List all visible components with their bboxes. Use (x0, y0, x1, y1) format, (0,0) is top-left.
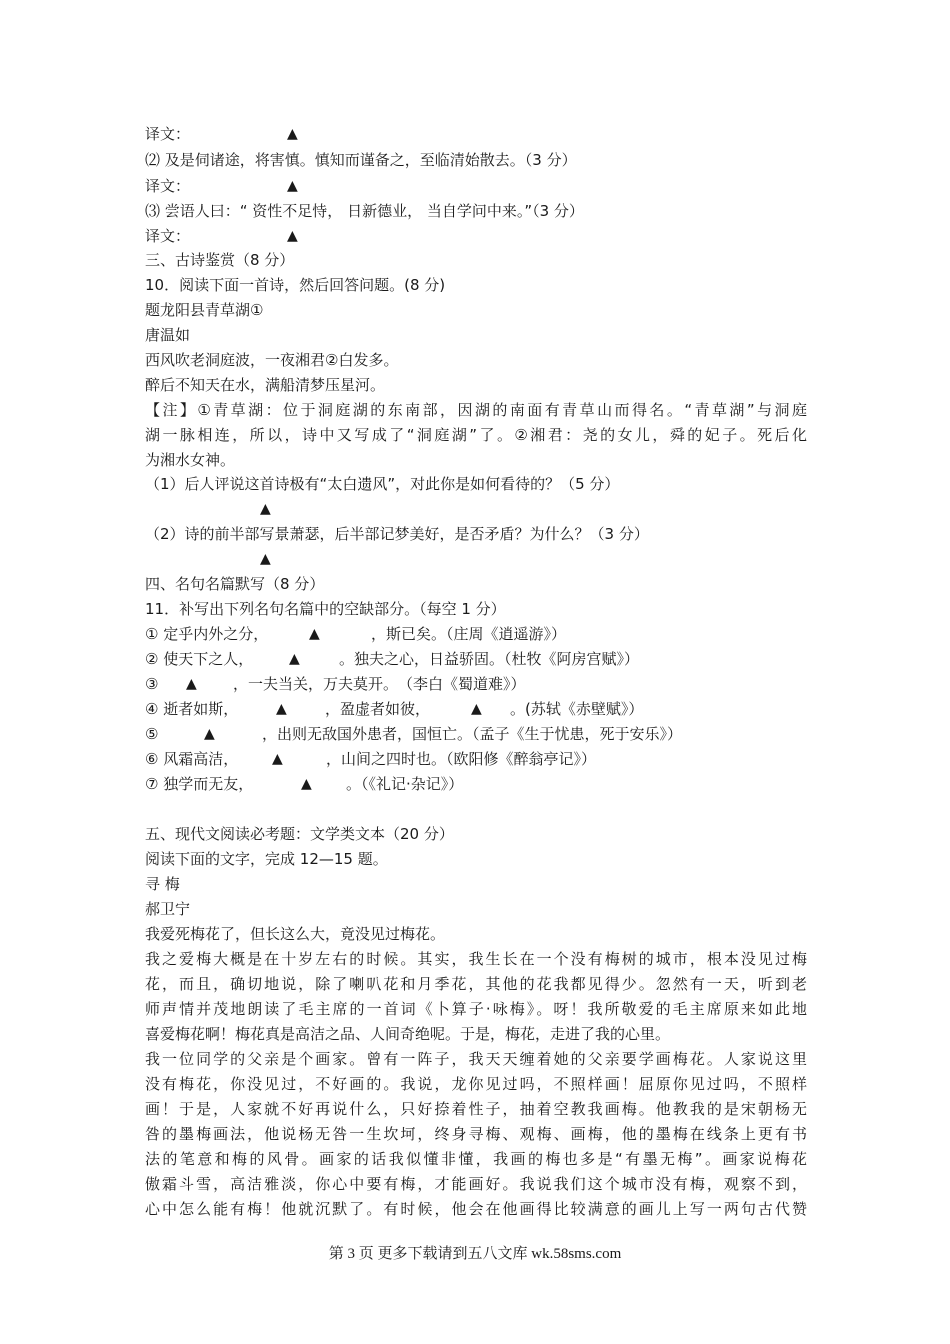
translation-label: 译文： (145, 177, 191, 195)
article-line: 咎的墨梅画法，他说杨无咎一生坎坷，终身寻梅、观梅、画梅，他的墨梅在线条上更有书 (145, 1125, 807, 1143)
fill-item: ② 使天下之人， (145, 650, 254, 668)
poem-title: 题龙阳县青草湖① (145, 301, 264, 319)
fill-item: ⑤ (145, 725, 159, 743)
fill-item: ① 定乎内外之分， (145, 625, 269, 643)
poem-note: 为湘水女神。 (145, 451, 236, 469)
article-author: 郝卫宁 (145, 900, 191, 918)
fill-item-rest: ，盈虚者如彼， (325, 700, 431, 718)
answer-blank-marker: ▲ (287, 126, 298, 142)
fill-item: ③ (145, 675, 159, 693)
fill-item-rest: ，斯已矣。（庄周《逍遥游》） (371, 625, 567, 643)
question-11: 11．补写出下列名句名篇中的空缺部分。（每空 1 分） (145, 600, 506, 618)
answer-blank-marker: ▲ (471, 701, 482, 717)
answer-blank-marker: ▲ (276, 701, 287, 717)
translation-label: 译文： (145, 227, 191, 245)
article-line: 法的笔意和梅的风骨。画家的话我似懂非懂，我画的梅也多是“有墨无梅”。画家说梅花 (145, 1150, 807, 1168)
article-line: 我爱死梅花了，但长这么大，竟没见过梅花。 (145, 925, 446, 943)
fill-item-rest: ，山间之四时也。（欧阳修《醉翁亭记》） (326, 750, 597, 768)
poem-line: 醉后不知天在水，满船清梦压星河。 (145, 376, 386, 394)
article-line: 没有梅花，你没见过，不好画的。我说，龙你见过吗，不照样画！屈原你见过吗，不照样 (145, 1075, 807, 1093)
fill-item: ⑥ 风霜高洁， (145, 750, 239, 768)
article-line: 心中怎么能有梅！他就沉默了。有时候，他会在他画得比较满意的画儿上写一两句古代赞 (145, 1200, 807, 1218)
fill-item-rest: 。独夫之心，日益骄固。（杜牧《阿房宫赋》） (339, 650, 640, 668)
section-heading: 五、现代文阅读必考题：文学类文本（20 分） (145, 825, 454, 843)
question-10: 10．阅读下面一首诗，然后回答问题。(8 分) (145, 276, 446, 294)
article-line: 我一位同学的父亲是个画家。曾有一阵子，我天天缠着她的父亲要学画梅花。人家说这里 (145, 1050, 807, 1068)
answer-blank-marker: ▲ (287, 178, 298, 194)
answer-blank-marker: ▲ (204, 726, 215, 742)
fill-item: ④ 逝者如斯， (145, 700, 239, 718)
fill-item-rest: 。(苏轼《赤壁赋》） (510, 700, 644, 718)
fill-item-rest: ，一夫当关，万夫莫开。 （李白《蜀道难》） (233, 675, 526, 693)
question-9-sentence-3: ⑶ 尝语人曰：“ 资性不足恃， 日新德业， 当自学问中来。”（3 分） (145, 202, 584, 220)
section-heading: 四、名句名篇默写（8 分） (145, 575, 325, 593)
article-line: 花，而且，确切地说，除了喇叭花和月季花，其他的花我都见得少。忽然有一天，听到老 (145, 975, 807, 993)
article-line: 我之爱梅大概是在十岁左右的时候。其实，我生长在一个没有梅树的城市，根本没见过梅 (145, 950, 807, 968)
article-line: 喜爱梅花啊！梅花真是高洁之品、人间奇绝呢。于是，梅花，走进了我的心里。 (145, 1025, 671, 1043)
answer-blank-marker: ▲ (260, 501, 271, 517)
translation-label: 译文： (145, 125, 191, 143)
fill-item-rest: 。（《礼记·杂记》） (346, 775, 464, 793)
reading-instruction: 阅读下面的文字，完成 12—15 题。 (145, 850, 388, 868)
sub-question-1: （1）后人评说这首诗极有“太白遗风”，对此你是如何看待的？（5 分） (145, 475, 620, 493)
poem-line: 西风吹老洞庭波，一夜湘君②白发多。 (145, 351, 399, 369)
answer-blank-marker: ▲ (289, 651, 300, 667)
page-footer: 第 3 页 更多下载请到五八文库 wk.58sms.com (328, 1246, 622, 1262)
section-heading: 三、古诗鉴赏（8 分） (145, 251, 295, 269)
article-line: 傲霜斗雪，高洁雅淡，你心中要有梅，才能画好。我说我们这个城市没有梅，观察不到， (145, 1175, 807, 1193)
fill-item-rest: ，出则无敌国外患者，国恒亡。（孟子《生于忧患，死于安乐》） (262, 725, 683, 743)
answer-blank-marker: ▲ (272, 751, 283, 767)
answer-blank-marker: ▲ (260, 551, 271, 567)
answer-blank-marker: ▲ (287, 228, 298, 244)
answer-blank-marker: ▲ (186, 676, 197, 692)
poem-note: 湖一脉相连，所以，诗中又写成了“洞庭湖”了。②湘君：尧的女儿，舜的妃子。死后化 (145, 426, 807, 444)
article-line: 师声情并茂地朗读了毛主席的一首词《卜算子·咏梅》。呀！我所敬爱的毛主席原来如此地 (145, 1000, 807, 1018)
answer-blank-marker: ▲ (301, 776, 312, 792)
question-9-sentence-2: ⑵ 及是伺诸途，将害慎。慎知而谨备之，至临清始散去。（3 分） (145, 151, 577, 169)
answer-blank-marker: ▲ (309, 626, 320, 642)
fill-item: ⑦ 独学而无友， (145, 775, 254, 793)
poem-note: 【注】①青草湖：位于洞庭湖的东南部，因湖的南面有青草山而得名。“青草湖”与洞庭 (145, 401, 807, 419)
poem-author: 唐温如 (145, 326, 191, 344)
sub-question-2: （2）诗的前半部写景萧瑟，后半部记梦美好，是否矛盾？为什么？（3 分） (145, 525, 649, 543)
article-line: 画！于是，人家就不好再说什么，只好捺着性子，抽着空教我画梅。他教我的是宋朝杨无 (145, 1100, 807, 1118)
article-title: 寻 梅 (145, 875, 180, 893)
